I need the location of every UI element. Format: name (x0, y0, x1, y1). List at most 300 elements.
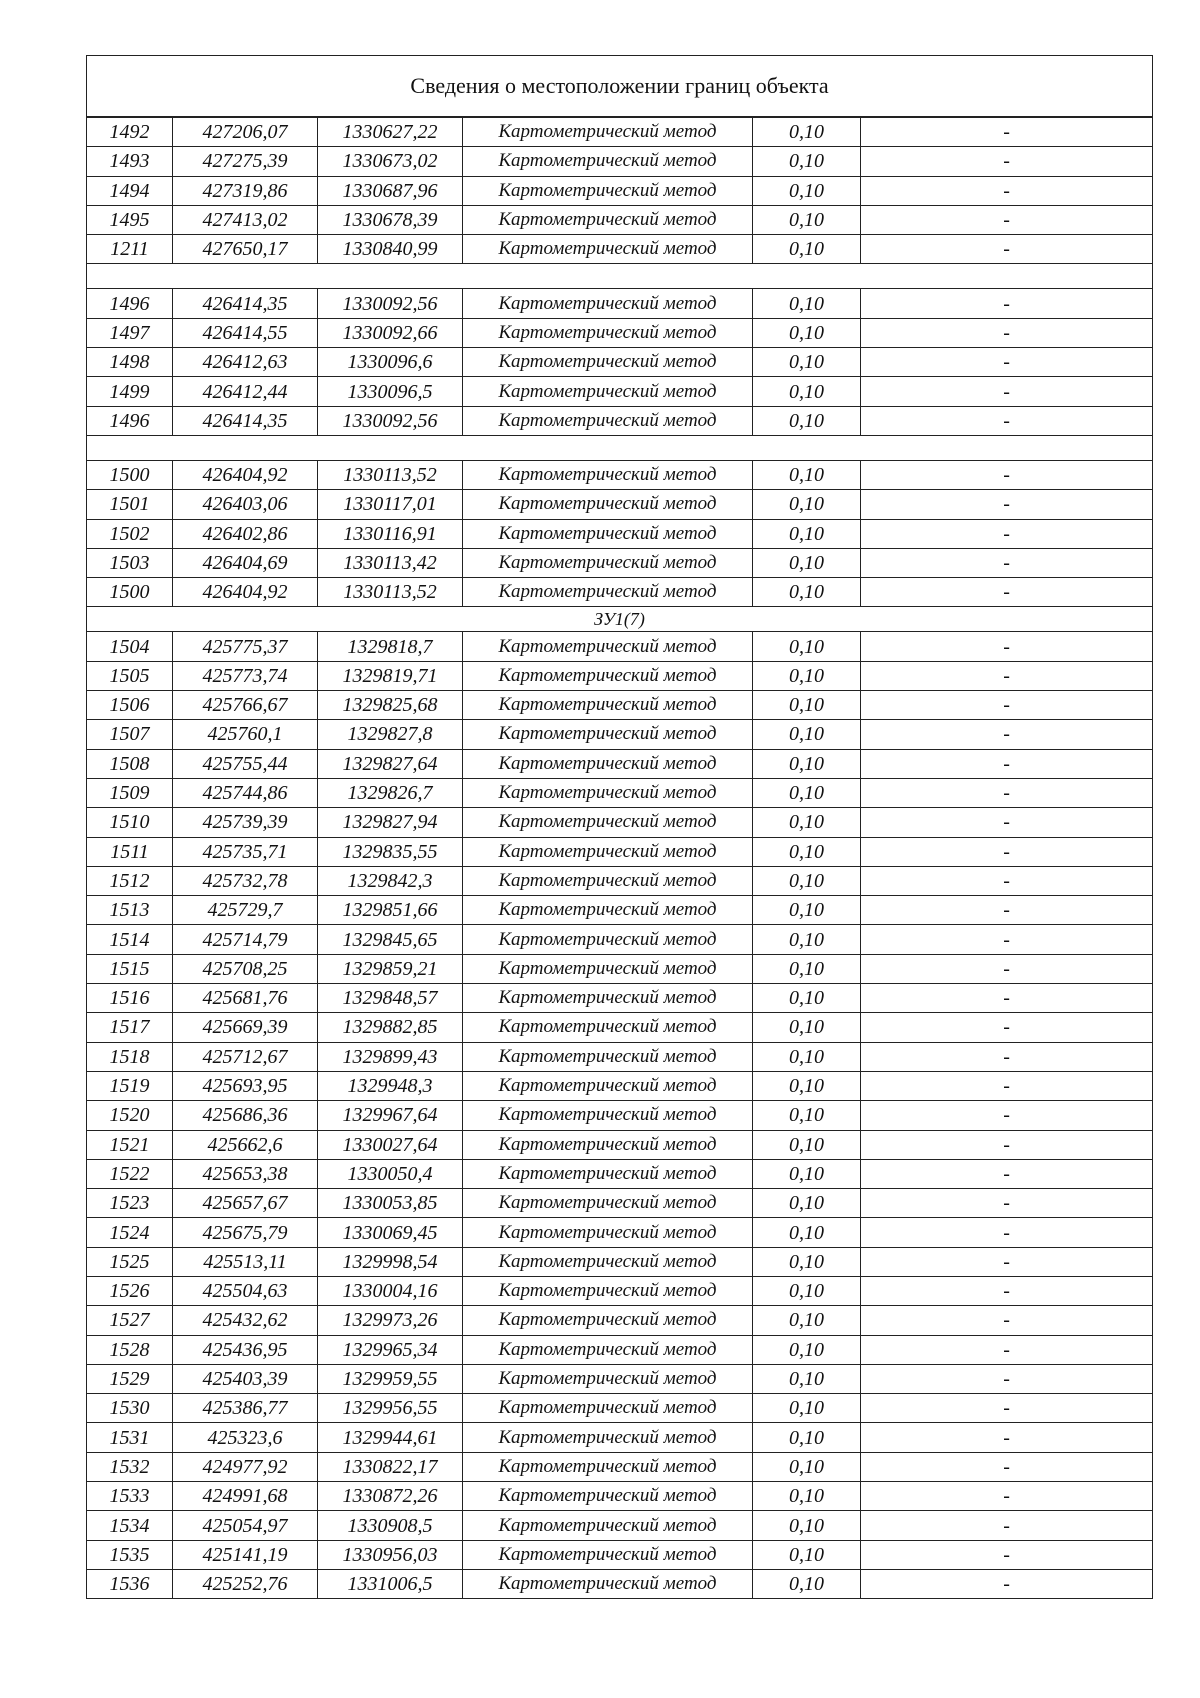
description-cell: - (861, 1306, 1153, 1335)
coord-x-cell: 426414,55 (173, 318, 318, 347)
table-row (87, 117, 1153, 147)
description-cell: - (861, 808, 1153, 837)
method-cell: Картометрический метод (463, 661, 753, 690)
table-row (87, 1013, 1153, 1042)
coord-x-cell: 425054,97 (173, 1511, 318, 1540)
table-row (87, 691, 1153, 720)
accuracy-cell: 0,10 (753, 1364, 861, 1393)
accuracy-cell: 0,10 (753, 1540, 861, 1569)
coord-x-cell: 425708,25 (173, 954, 318, 983)
coord-y-cell: 1330092,56 (318, 406, 463, 435)
point-number-cell: 1502 (87, 519, 173, 548)
coord-y-cell: 1329835,55 (318, 837, 463, 866)
method-cell: Картометрический метод (463, 778, 753, 807)
accuracy-cell: 0,10 (753, 235, 861, 264)
coord-y-cell: 1329948,3 (318, 1071, 463, 1100)
point-number-cell: 1521 (87, 1130, 173, 1159)
description-cell: - (861, 176, 1153, 205)
coord-y-cell: 1329826,7 (318, 778, 463, 807)
accuracy-cell: 0,10 (753, 147, 861, 176)
coord-x-cell: 425675,79 (173, 1218, 318, 1247)
coord-x-cell: 426404,92 (173, 460, 318, 489)
method-cell: Картометрический метод (463, 691, 753, 720)
coord-x-cell: 425681,76 (173, 984, 318, 1013)
method-cell: Картометрический метод (463, 1071, 753, 1100)
point-number-cell: 1517 (87, 1013, 173, 1042)
coord-y-cell: 1330092,56 (318, 289, 463, 318)
table-row (87, 1482, 1153, 1511)
coord-y-cell: 1330822,17 (318, 1452, 463, 1481)
coord-y-cell: 1330113,52 (318, 578, 463, 607)
coord-y-cell: 1330678,39 (318, 205, 463, 234)
table-row (87, 1159, 1153, 1188)
coord-x-cell: 426412,63 (173, 348, 318, 377)
table-row (87, 406, 1153, 435)
description-cell: - (861, 749, 1153, 778)
description-cell: - (861, 778, 1153, 807)
coord-x-cell: 425760,1 (173, 720, 318, 749)
table-row (87, 578, 1153, 607)
coord-y-cell: 1330113,52 (318, 460, 463, 489)
coord-y-cell: 1329956,55 (318, 1394, 463, 1423)
coord-y-cell: 1329998,54 (318, 1247, 463, 1276)
description-cell: - (861, 1482, 1153, 1511)
accuracy-cell: 0,10 (753, 1335, 861, 1364)
section-label: ЗУ1(7) (87, 607, 1153, 632)
coord-x-cell: 425657,67 (173, 1189, 318, 1218)
point-number-cell: 1519 (87, 1071, 173, 1100)
point-number-cell: 1527 (87, 1306, 173, 1335)
method-cell: Картометрический метод (463, 1482, 753, 1511)
accuracy-cell: 0,10 (753, 289, 861, 318)
table-title: Сведения о местоположении границ объекта (87, 56, 1153, 118)
coord-x-cell: 425513,11 (173, 1247, 318, 1276)
table-row (87, 1101, 1153, 1130)
method-cell: Картометрический метод (463, 1218, 753, 1247)
description-cell: - (861, 1013, 1153, 1042)
description-cell: - (861, 235, 1153, 264)
description-cell: - (861, 896, 1153, 925)
method-cell: Картометрический метод (463, 235, 753, 264)
method-cell: Картометрический метод (463, 318, 753, 347)
description-cell: - (861, 205, 1153, 234)
coord-y-cell: 1330687,96 (318, 176, 463, 205)
point-number-cell: 1522 (87, 1159, 173, 1188)
table-row (87, 1130, 1153, 1159)
point-number-cell: 1534 (87, 1511, 173, 1540)
accuracy-cell: 0,10 (753, 1511, 861, 1540)
description-cell: - (861, 490, 1153, 519)
point-number-cell: 1526 (87, 1276, 173, 1305)
accuracy-cell: 0,10 (753, 117, 861, 147)
point-number-cell: 1496 (87, 289, 173, 318)
coord-x-cell: 425662,6 (173, 1130, 318, 1159)
coord-y-cell: 1329827,8 (318, 720, 463, 749)
method-cell: Картометрический метод (463, 1394, 753, 1423)
table-row (87, 205, 1153, 234)
point-number-cell: 1514 (87, 925, 173, 954)
table-row (87, 1276, 1153, 1305)
description-cell: - (861, 954, 1153, 983)
description-cell: - (861, 837, 1153, 866)
point-number-cell: 1520 (87, 1101, 173, 1130)
description-cell: - (861, 984, 1153, 1013)
coord-y-cell: 1329827,64 (318, 749, 463, 778)
description-cell: - (861, 632, 1153, 661)
coord-x-cell: 427413,02 (173, 205, 318, 234)
accuracy-cell: 0,10 (753, 837, 861, 866)
accuracy-cell: 0,10 (753, 460, 861, 489)
description-cell: - (861, 548, 1153, 577)
table-row (87, 1452, 1153, 1481)
point-number-cell: 1501 (87, 490, 173, 519)
point-number-cell: 1505 (87, 661, 173, 690)
coord-y-cell: 1329851,66 (318, 896, 463, 925)
point-number-cell: 1506 (87, 691, 173, 720)
method-cell: Картометрический метод (463, 117, 753, 147)
accuracy-cell: 0,10 (753, 720, 861, 749)
method-cell: Картометрический метод (463, 1189, 753, 1218)
point-number-cell: 1504 (87, 632, 173, 661)
accuracy-cell: 0,10 (753, 1452, 861, 1481)
accuracy-cell: 0,10 (753, 1306, 861, 1335)
table-row (87, 1394, 1153, 1423)
method-cell: Картометрический метод (463, 519, 753, 548)
coord-y-cell: 1330840,99 (318, 235, 463, 264)
description-cell: - (861, 1394, 1153, 1423)
description-cell: - (861, 661, 1153, 690)
method-cell: Картометрический метод (463, 1247, 753, 1276)
description-cell: - (861, 1101, 1153, 1130)
coord-x-cell: 425773,74 (173, 661, 318, 690)
accuracy-cell: 0,10 (753, 348, 861, 377)
method-cell: Картометрический метод (463, 1159, 753, 1188)
description-cell: - (861, 578, 1153, 607)
method-cell: Картометрический метод (463, 984, 753, 1013)
accuracy-cell: 0,10 (753, 691, 861, 720)
method-cell: Картометрический метод (463, 720, 753, 749)
coord-x-cell: 425739,39 (173, 808, 318, 837)
point-number-cell: 1530 (87, 1394, 173, 1423)
method-cell: Картометрический метод (463, 176, 753, 205)
coord-y-cell: 1330004,16 (318, 1276, 463, 1305)
method-cell: Картометрический метод (463, 348, 753, 377)
coord-y-cell: 1330092,66 (318, 318, 463, 347)
description-cell: - (861, 1042, 1153, 1071)
coord-x-cell: 425735,71 (173, 837, 318, 866)
point-number-cell: 1516 (87, 984, 173, 1013)
point-number-cell: 1498 (87, 348, 173, 377)
accuracy-cell: 0,10 (753, 1423, 861, 1452)
method-cell: Картометрический метод (463, 1540, 753, 1569)
description-cell: - (861, 348, 1153, 377)
accuracy-cell: 0,10 (753, 1218, 861, 1247)
coord-x-cell: 427275,39 (173, 147, 318, 176)
coord-y-cell: 1329818,7 (318, 632, 463, 661)
coord-x-cell: 425436,95 (173, 1335, 318, 1364)
method-cell: Картометрический метод (463, 406, 753, 435)
table-row (87, 866, 1153, 895)
coord-y-cell: 1329845,65 (318, 925, 463, 954)
accuracy-cell: 0,10 (753, 406, 861, 435)
accuracy-cell: 0,10 (753, 632, 861, 661)
table-row (87, 377, 1153, 406)
description-cell: - (861, 1452, 1153, 1481)
coord-y-cell: 1330908,5 (318, 1511, 463, 1540)
table-row (87, 1218, 1153, 1247)
method-cell: Картометрический метод (463, 1042, 753, 1071)
method-cell: Картометрический метод (463, 1130, 753, 1159)
coord-x-cell: 426414,35 (173, 406, 318, 435)
accuracy-cell: 0,10 (753, 1042, 861, 1071)
accuracy-cell: 0,10 (753, 1247, 861, 1276)
coord-x-cell: 425323,6 (173, 1423, 318, 1452)
table-row (87, 289, 1153, 318)
coord-y-cell: 1329825,68 (318, 691, 463, 720)
point-number-cell: 1493 (87, 147, 173, 176)
description-cell: - (861, 1276, 1153, 1305)
coord-x-cell: 425732,78 (173, 866, 318, 895)
method-cell: Картометрический метод (463, 954, 753, 983)
accuracy-cell: 0,10 (753, 984, 861, 1013)
point-number-cell: 1533 (87, 1482, 173, 1511)
coord-x-cell: 426404,92 (173, 578, 318, 607)
coord-x-cell: 426403,06 (173, 490, 318, 519)
accuracy-cell: 0,10 (753, 925, 861, 954)
description-cell: - (861, 1364, 1153, 1393)
accuracy-cell: 0,10 (753, 1394, 861, 1423)
table-row (87, 1189, 1153, 1218)
method-cell: Картометрический метод (463, 1511, 753, 1540)
description-cell: - (861, 1189, 1153, 1218)
coord-x-cell: 427206,07 (173, 117, 318, 147)
table-row (87, 984, 1153, 1013)
description-cell: - (861, 377, 1153, 406)
table-row (87, 235, 1153, 264)
accuracy-cell: 0,10 (753, 1101, 861, 1130)
coord-y-cell: 1330096,5 (318, 377, 463, 406)
table-row (87, 896, 1153, 925)
coord-y-cell: 1330096,6 (318, 348, 463, 377)
point-number-cell: 1500 (87, 460, 173, 489)
table-row (87, 749, 1153, 778)
accuracy-cell: 0,10 (753, 1130, 861, 1159)
point-number-cell: 1497 (87, 318, 173, 347)
coord-x-cell: 424977,92 (173, 1452, 318, 1481)
point-number-cell: 1507 (87, 720, 173, 749)
method-cell: Картометрический метод (463, 1364, 753, 1393)
point-number-cell: 1500 (87, 578, 173, 607)
point-number-cell: 1512 (87, 866, 173, 895)
accuracy-cell: 0,10 (753, 1189, 861, 1218)
description-cell: - (861, 460, 1153, 489)
table-row (87, 1540, 1153, 1569)
description-cell: - (861, 1159, 1153, 1188)
coord-x-cell: 425755,44 (173, 749, 318, 778)
accuracy-cell: 0,10 (753, 548, 861, 577)
coord-x-cell: 425693,95 (173, 1071, 318, 1100)
coord-y-cell: 1329944,61 (318, 1423, 463, 1452)
accuracy-cell: 0,10 (753, 1482, 861, 1511)
method-cell: Картометрический метод (463, 925, 753, 954)
coord-y-cell: 1330627,22 (318, 117, 463, 147)
point-number-cell: 1515 (87, 954, 173, 983)
description-cell: - (861, 1335, 1153, 1364)
accuracy-cell: 0,10 (753, 176, 861, 205)
coord-y-cell: 1329965,34 (318, 1335, 463, 1364)
method-cell: Картометрический метод (463, 896, 753, 925)
accuracy-cell: 0,10 (753, 661, 861, 690)
method-cell: Картометрический метод (463, 548, 753, 577)
description-cell: - (861, 406, 1153, 435)
method-cell: Картометрический метод (463, 205, 753, 234)
table-row (87, 318, 1153, 347)
coord-x-cell: 425712,67 (173, 1042, 318, 1071)
point-number-cell: 1532 (87, 1452, 173, 1481)
method-cell: Картометрический метод (463, 289, 753, 318)
coord-x-cell: 425386,77 (173, 1394, 318, 1423)
method-cell: Картометрический метод (463, 460, 753, 489)
table-row (87, 348, 1153, 377)
coord-y-cell: 1330050,4 (318, 1159, 463, 1188)
accuracy-cell: 0,10 (753, 1071, 861, 1100)
coord-x-cell: 427319,86 (173, 176, 318, 205)
description-cell: - (861, 1540, 1153, 1569)
description-cell: - (861, 1423, 1153, 1452)
table-row (87, 1335, 1153, 1364)
accuracy-cell: 0,10 (753, 490, 861, 519)
point-number-cell: 1499 (87, 377, 173, 406)
separator-cell (87, 264, 1153, 289)
coord-y-cell: 1330113,42 (318, 548, 463, 577)
method-cell: Картометрический метод (463, 1101, 753, 1130)
method-cell: Картометрический метод (463, 1423, 753, 1452)
point-number-cell: 1523 (87, 1189, 173, 1218)
coord-y-cell: 1329967,64 (318, 1101, 463, 1130)
point-number-cell: 1524 (87, 1218, 173, 1247)
coord-x-cell: 427650,17 (173, 235, 318, 264)
method-cell: Картометрический метод (463, 147, 753, 176)
table-body (87, 56, 1153, 1599)
accuracy-cell: 0,10 (753, 1159, 861, 1188)
description-cell: - (861, 866, 1153, 895)
table-row (87, 1247, 1153, 1276)
description-cell: - (861, 147, 1153, 176)
table-row (87, 147, 1153, 176)
method-cell: Картометрический метод (463, 1013, 753, 1042)
point-number-cell: 1510 (87, 808, 173, 837)
accuracy-cell: 0,10 (753, 749, 861, 778)
description-cell: - (861, 1247, 1153, 1276)
table-row (87, 837, 1153, 866)
accuracy-cell: 0,10 (753, 1013, 861, 1042)
accuracy-cell: 0,10 (753, 519, 861, 548)
accuracy-cell: 0,10 (753, 205, 861, 234)
table-row (87, 1071, 1153, 1100)
coord-y-cell: 1329899,43 (318, 1042, 463, 1071)
method-cell: Картометрический метод (463, 1306, 753, 1335)
coord-x-cell: 425403,39 (173, 1364, 318, 1393)
description-cell: - (861, 720, 1153, 749)
coord-x-cell: 426414,35 (173, 289, 318, 318)
coord-x-cell: 425141,19 (173, 1540, 318, 1569)
table-row (87, 778, 1153, 807)
coord-x-cell: 425744,86 (173, 778, 318, 807)
coord-y-cell: 1329827,94 (318, 808, 463, 837)
table-row (87, 519, 1153, 548)
accuracy-cell: 0,10 (753, 808, 861, 837)
coord-y-cell: 1330117,01 (318, 490, 463, 519)
coord-x-cell: 425729,7 (173, 896, 318, 925)
method-cell: Картометрический метод (463, 578, 753, 607)
method-cell: Картометрический метод (463, 749, 753, 778)
table-row (87, 1042, 1153, 1071)
separator-row (87, 435, 1153, 460)
description-cell: - (861, 1511, 1153, 1540)
coord-y-cell: 1329959,55 (318, 1364, 463, 1393)
section-header-row (87, 607, 1153, 632)
coord-x-cell: 425714,79 (173, 925, 318, 954)
point-number-cell: 1518 (87, 1042, 173, 1071)
coord-y-cell: 1329859,21 (318, 954, 463, 983)
description-cell: - (861, 519, 1153, 548)
coord-x-cell: 425432,62 (173, 1306, 318, 1335)
coord-x-cell: 425775,37 (173, 632, 318, 661)
coord-x-cell: 426412,44 (173, 377, 318, 406)
coord-y-cell: 1330069,45 (318, 1218, 463, 1247)
point-number-cell: 1535 (87, 1540, 173, 1569)
accuracy-cell: 0,10 (753, 866, 861, 895)
method-cell: Картометрический метод (463, 1452, 753, 1481)
accuracy-cell: 0,10 (753, 1276, 861, 1305)
table-row (87, 176, 1153, 205)
table-row (87, 661, 1153, 690)
method-cell: Картометрический метод (463, 632, 753, 661)
table-row (87, 808, 1153, 837)
coord-y-cell: 1330116,91 (318, 519, 463, 548)
point-number-cell: 1494 (87, 176, 173, 205)
accuracy-cell: 0,10 (753, 954, 861, 983)
description-cell: - (861, 318, 1153, 347)
point-number-cell: 1503 (87, 548, 173, 577)
description-cell: - (861, 1569, 1153, 1598)
method-cell: Картометрический метод (463, 490, 753, 519)
point-number-cell: 1536 (87, 1569, 173, 1598)
boundary-coordinates-table (86, 55, 1153, 1599)
coord-y-cell: 1329819,71 (318, 661, 463, 690)
coord-y-cell: 1329842,3 (318, 866, 463, 895)
coord-y-cell: 1329848,57 (318, 984, 463, 1013)
coord-y-cell: 1330673,02 (318, 147, 463, 176)
coord-y-cell: 1330956,03 (318, 1540, 463, 1569)
accuracy-cell: 0,10 (753, 1569, 861, 1598)
table-row (87, 954, 1153, 983)
coord-y-cell: 1331006,5 (318, 1569, 463, 1598)
table-row (87, 460, 1153, 489)
coord-x-cell: 425766,67 (173, 691, 318, 720)
method-cell: Картометрический метод (463, 1335, 753, 1364)
description-cell: - (861, 1071, 1153, 1100)
method-cell: Картометрический метод (463, 866, 753, 895)
title-row (87, 56, 1153, 118)
coord-x-cell: 425504,63 (173, 1276, 318, 1305)
accuracy-cell: 0,10 (753, 578, 861, 607)
table-row (87, 1364, 1153, 1393)
coord-y-cell: 1330027,64 (318, 1130, 463, 1159)
table-row (87, 925, 1153, 954)
coord-y-cell: 1330053,85 (318, 1189, 463, 1218)
table-row (87, 1306, 1153, 1335)
